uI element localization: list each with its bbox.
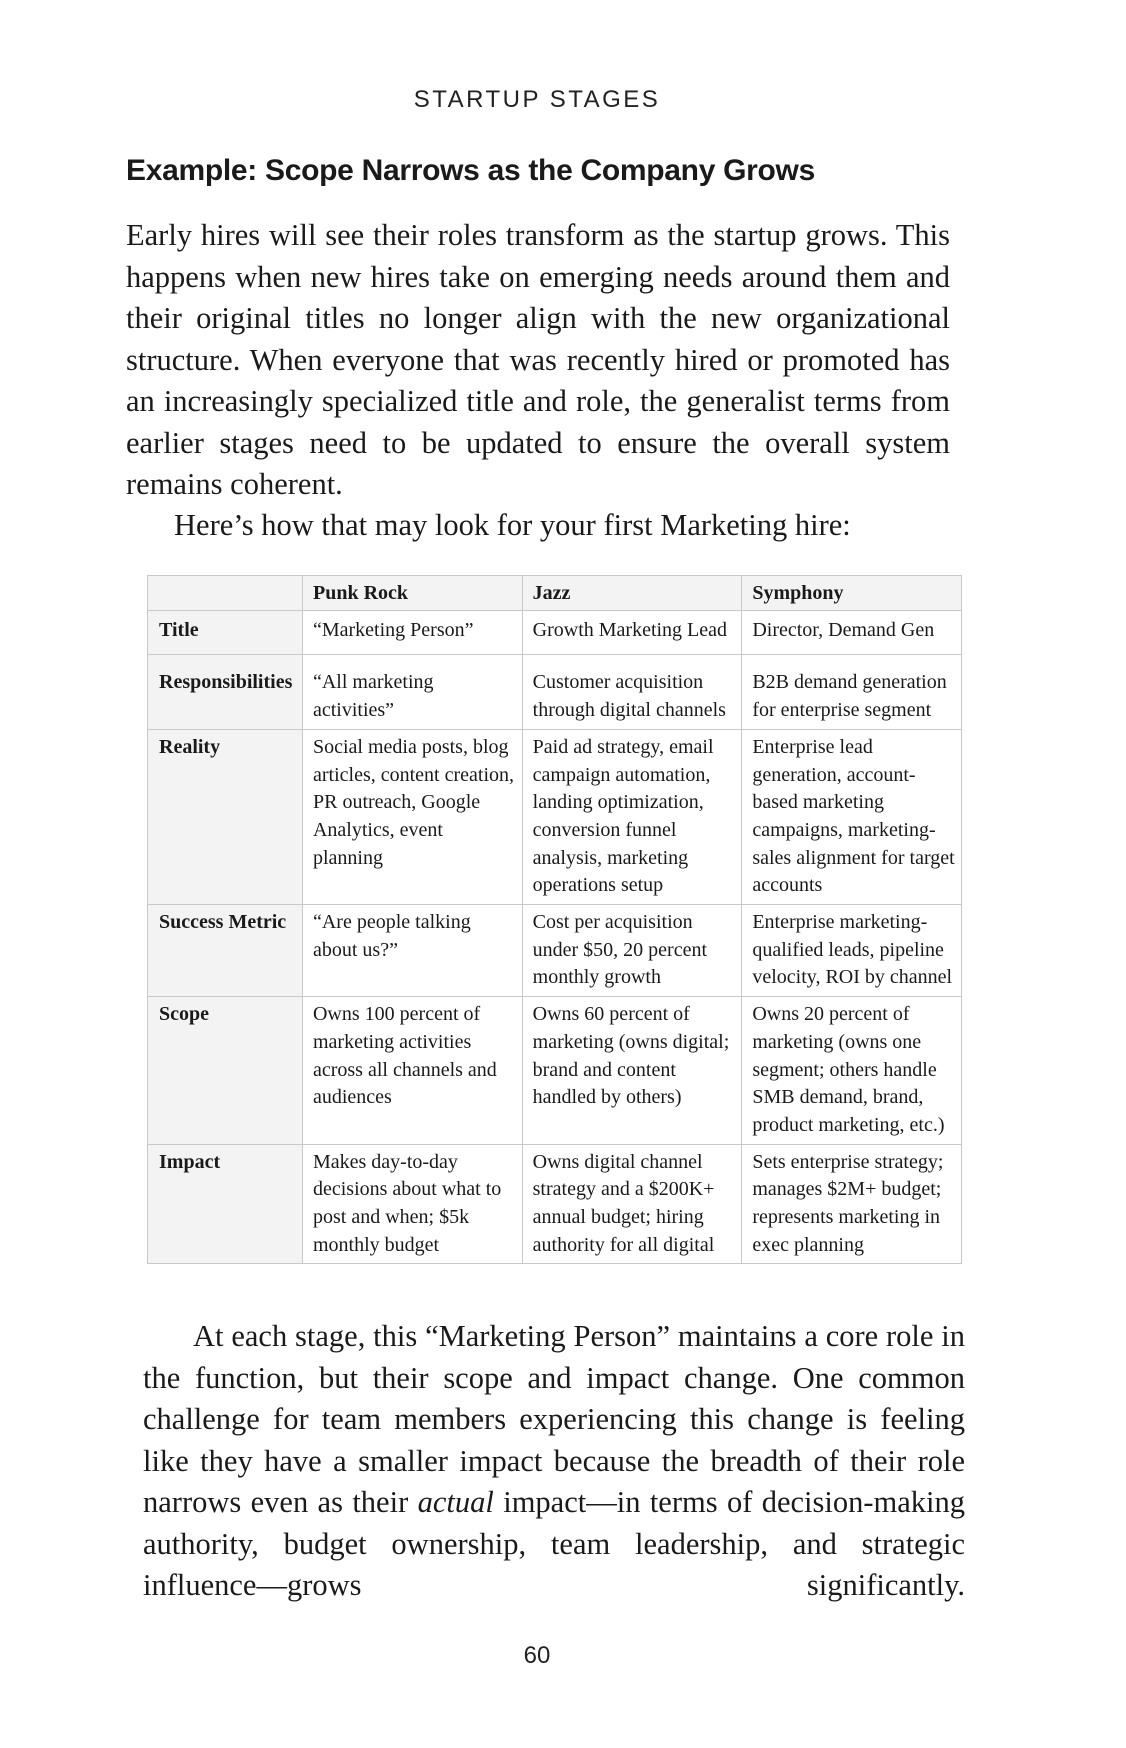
table-cell: Paid ad strategy, email campaign automation, landing optimization, conversion funnel analysis, marketing operations setup [522,729,742,904]
table-header-cell [148,576,303,611]
row-label: Responsibilities [148,655,303,729]
table-cell: Social media posts, blog articles, content creation, PR outreach, Google Analytics, event planning [302,729,522,904]
running-head: STARTUP STAGES [413,86,661,113]
row-label: Title [148,610,303,655]
row-label: Reality [148,729,303,904]
table-cell: “Marketing Person” [302,610,522,655]
table-cell: Owns 60 percent of marketing (owns digital; brand and content handled by others) [522,997,742,1145]
body-paragraph: Early hires will see their roles transform as the startup grows. This happens when new hires take on emerging needs around them and their original titles no longer align with the new organizational structure. When everyone that was recently hired or promoted has an increasingly specialized title and role, the generalist terms from earlier stages need to be updated to ensure the overall system remains coherent. [126,218,950,501]
table-header-cell: Jazz [522,576,742,611]
table-cell: Cost per acquisition under $50, 20 percent monthly growth [522,905,742,997]
table-row [148,905,962,997]
page-number: 60 [523,1642,551,1669]
table-cell: Makes day-to-day decisions about what to post and when; $5k monthly budget [302,1144,522,1264]
table-row [148,1144,962,1264]
table-header-row [148,576,962,611]
row-label: Impact [148,1144,303,1264]
table-cell: Enterprise lead generation, account-based marketing campaigns, marketing-sales alignment for target accounts [742,729,962,904]
row-label: Success Metric [148,905,303,997]
table-header-cell: Symphony [742,576,962,611]
table-cell: B2B demand generation for enterprise segment [742,655,962,729]
emphasis-actual: actual [417,1485,494,1519]
closing-text-start: At each stage, this “Marketing Person” maintains a core role in the function, but their scope and impact change. One common challenge for team members experiencing this change is feeling like they have a smaller impact because the breadth of their role narrows even as their [143,1319,965,1519]
intro-paragraph: Here’s how that may look for your first Marketing hire: [174,508,851,542]
table-row [148,997,962,1145]
row-label: Scope [148,997,303,1145]
table-row [148,729,962,904]
table-header-cell: Punk Rock [302,576,522,611]
table-cell: Growth Marketing Lead [522,610,742,655]
table-row [148,655,962,729]
table-cell: Customer acquisition through digital channels [522,655,742,729]
table-cell: Owns digital channel strategy and a $200K+ annual budget; hiring authority for all digital [522,1144,742,1264]
table-cell: Owns 100 percent of marketing activities across all channels and audiences [302,997,522,1145]
table-cell: “Are people talking about us?” [302,905,522,997]
table-cell: Owns 20 percent of marketing (owns one segment; others handle SMB demand, brand, product marketing, etc.) [742,997,962,1145]
table-cell: Director, Demand Gen [742,610,962,655]
closing-paragraph [143,1316,965,1607]
section-heading: Example: Scope Narrows as the Company Grows [126,154,815,187]
closing-text-end: impact—in terms of decision-making authority, budget ownership, team leadership, and strategic influence—grows significantly. [143,1485,966,1602]
table-cell: “All marketing activities” [302,655,522,729]
table-cell: Sets enterprise strategy; manages $2M+ budget; represents marketing in exec planning [742,1144,962,1264]
table-cell: Enterprise marketing-qualified leads, pipeline velocity, ROI by channel [742,905,962,997]
table-row [148,610,962,655]
marketing-stages-table [147,575,962,1264]
